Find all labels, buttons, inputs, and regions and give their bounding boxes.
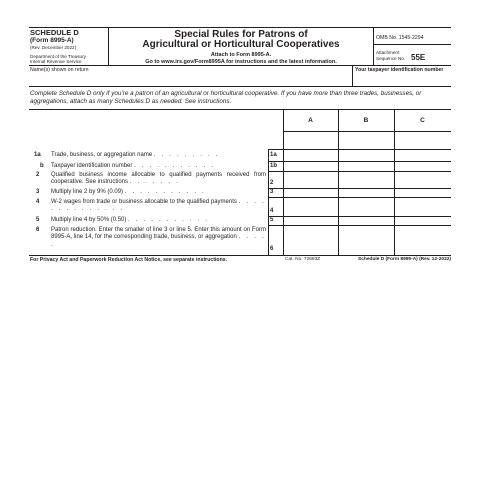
- irs-url-note: Go to www.irs.gov/Form8995A for instructions and the latest information.: [145, 59, 337, 65]
- column-header-b: B: [363, 117, 369, 124]
- schedule-label: SCHEDULE D: [30, 28, 79, 37]
- line-4-input-c[interactable]: [395, 198, 450, 215]
- form-title-line1: Special Rules for Patrons of: [174, 29, 308, 40]
- table-top-rule: [29, 109, 451, 110]
- line-5-input-c[interactable]: [395, 217, 450, 224]
- line-6-box: 6: [270, 246, 274, 252]
- name-tin-divider: [352, 65, 353, 86]
- line-4-number: 4: [36, 199, 40, 205]
- top-rule: [29, 27, 451, 28]
- name-input[interactable]: [30, 73, 350, 85]
- table-bottom-rule: [29, 255, 451, 256]
- line-4-text: W-2 wages from trade or business allocable to the qualified payments . . . . . . . . . . . . . .: [51, 199, 266, 213]
- line-1a-text: Trade, business, or aggregation name . . . . . . . . .: [51, 152, 220, 158]
- form-title-line2: Agricultural or Horticultural Cooperatives: [142, 39, 340, 50]
- tin-field-label: Your taxpayer identification number: [355, 67, 444, 73]
- line-4-input-a[interactable]: [284, 198, 337, 215]
- line-6-input-c[interactable]: [395, 226, 450, 254]
- omb-rule: [373, 44, 451, 45]
- line-4-input-b[interactable]: [339, 198, 393, 215]
- line-4-box: 4: [270, 208, 274, 214]
- name-field-label: Name(s) shown on return: [30, 67, 89, 73]
- sequence-number: 55E: [411, 53, 426, 62]
- column-header-rule: [283, 131, 451, 132]
- line-5-box: 5: [270, 217, 274, 223]
- column-header-c: C: [420, 117, 425, 124]
- line-5-input-a[interactable]: [284, 217, 337, 224]
- header-divider-left: [108, 27, 109, 65]
- line-3-input-b[interactable]: [339, 189, 393, 196]
- line-1a-number: 1a: [34, 152, 41, 158]
- line-2-input-a[interactable]: [284, 172, 337, 187]
- header-bottom-rule: [29, 65, 451, 66]
- attachment-label: Attachment: [376, 50, 400, 55]
- form-number: (Form 8995-A): [30, 37, 74, 44]
- instructions-text: Complete Schedule D only if you’re a patron of an agricultural or horticultural cooperative. If you have more than three trades, businesses, or aggregations, attach as many Schedules D as needed. See instructions.: [30, 90, 422, 105]
- line-2-box: 2: [270, 180, 274, 186]
- line-6-input-a[interactable]: [284, 226, 337, 254]
- line-1a-input-a[interactable]: [284, 150, 337, 160]
- line-6-number: 6: [36, 227, 40, 233]
- revision-date: (Rev. December 2022): [30, 45, 77, 50]
- name-row-bottom-rule: [29, 86, 451, 87]
- form-reference: Schedule D (Form 8995-A) (Rev. 12-2022): [358, 257, 451, 262]
- line-3-number: 3: [36, 189, 40, 195]
- column-header-a: A: [308, 117, 313, 124]
- line-1b-box: 1b: [270, 163, 278, 169]
- line-1b-number: b: [40, 163, 44, 169]
- catalog-number: Cat. No. 72683Z: [285, 257, 321, 262]
- sequence-label: Sequence No.: [376, 56, 406, 61]
- line-1b-input-c[interactable]: [395, 162, 450, 170]
- privacy-notice: For Privacy Act and Paperwork Reduction Act Notice, see separate instructions.: [30, 257, 228, 263]
- line-5-text: Multiply line 4 by 50% (0.50) . . . . . . . . . . .: [51, 217, 210, 223]
- line-5-number: 5: [36, 217, 40, 223]
- department-line2: Internal Revenue Service: [30, 59, 82, 64]
- omb-number: OMB No. 1545-2294: [376, 35, 424, 41]
- line-1b-text: Taxpayer identification number . . . . . . . . . . .: [51, 163, 216, 169]
- tin-input[interactable]: [355, 73, 450, 85]
- line-2-input-c[interactable]: [395, 172, 450, 187]
- line-6-input-b[interactable]: [339, 226, 393, 254]
- attach-note: Attach to Form 8995-A.: [210, 52, 272, 58]
- line-3-text: Multiply line 2 by 9% (0.09) . . . . . . . . . . .: [51, 189, 206, 195]
- line-1a-box: 1a: [270, 152, 277, 158]
- line-1b-input-a[interactable]: [284, 162, 337, 170]
- line-3-input-c[interactable]: [395, 189, 450, 196]
- line-1a-input-b[interactable]: [339, 150, 393, 160]
- line-1b-input-b[interactable]: [339, 162, 393, 170]
- line-1a-input-c[interactable]: [395, 150, 450, 160]
- header-divider-right: [373, 27, 374, 65]
- department-line1: Department of the Treasury: [30, 54, 86, 59]
- line-3-box: 3: [270, 189, 274, 195]
- line-2-input-b[interactable]: [339, 172, 393, 187]
- line-6-text: Patron reduction. Enter the smaller of line 3 or line 5. Enter this amount on Form 8995-A, line 14, for the corresponding trade, business, or aggregation . . . . .: [51, 227, 266, 248]
- line-3-input-a[interactable]: [284, 189, 337, 196]
- line-5-input-b[interactable]: [339, 217, 393, 224]
- line-2-number: 2: [36, 172, 40, 178]
- line-2-text: Qualified business income allocable to qualified payments received from cooperative. See instructions . . . . . . .: [51, 172, 266, 186]
